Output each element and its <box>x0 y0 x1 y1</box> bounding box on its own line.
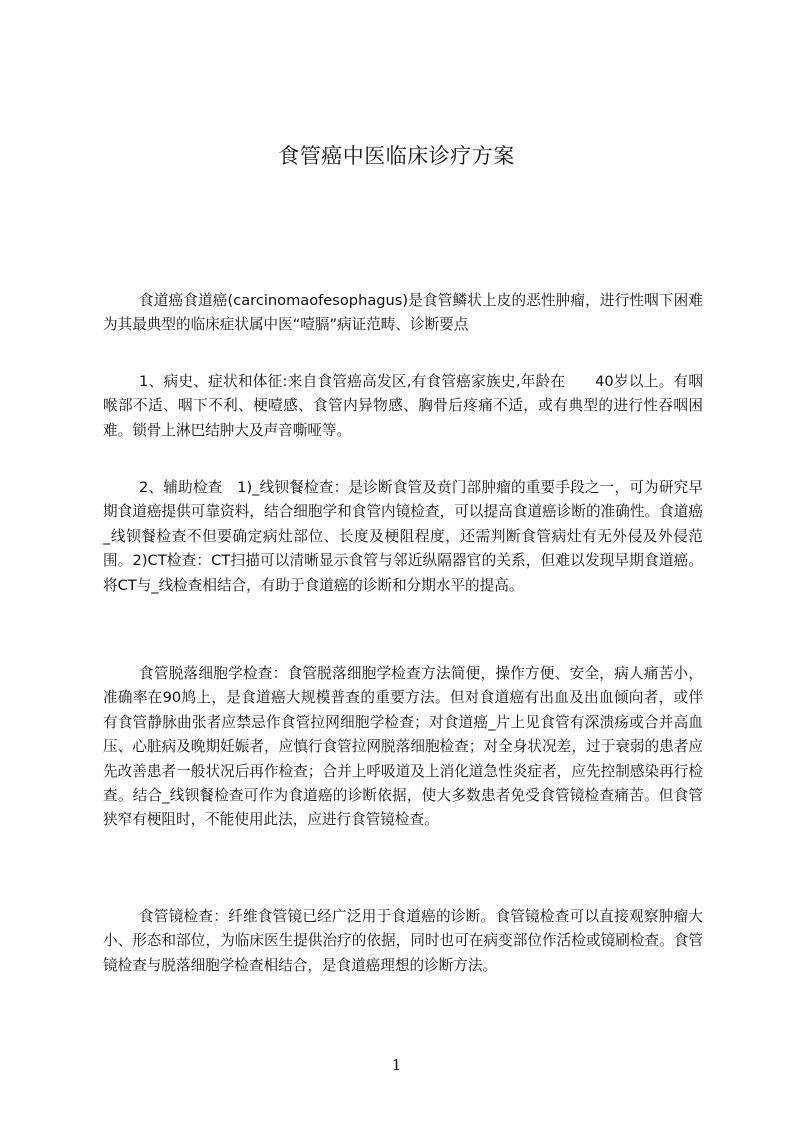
paragraph-auxiliary-exams: 2、辅助检查 1)_线钡餐检查：是诊断食管及贲门部肿瘤的重要手段之一，可为研究早期食道癌提供可靠资料，结合细胞学和食管内镜检查，可以提高食道癌诊断的准确性。食道癌_线钡餐检查不但要确定病灶部位、长度及梗阻程度，还需判断食管病灶有无外侵及外侵范围。2)CT检查：CT扫描可以清晰显示食管与邻近纵隔器官的关系，但难以发现早期食道癌。将CT与_线检查相结合，有助于食道癌的诊断和分期水平的提高。 <box>103 479 703 594</box>
page-number: 1 <box>391 1056 402 1074</box>
document-title: 食管癌中医临床诊疗方案 <box>278 144 515 168</box>
paragraph-cytology-exam: 食管脱落细胞学检查：食管脱落细胞学检查方法简便，操作方便、安全，病人痛苦小，准确率在90鸠上，是食道癌大规模普查的重要方法。但对食道癌有出血及出血倾向者，或伴有食管静脉曲张者应禁忌作食管拉网细胞学检查；对食道癌_片上见食管有深溃疡或合并高血压、心脏病及晚期妊娠者，应慎行食管拉网脱落细胞检查；对全身状况差，过于衰弱的患者应先改善患者一般状况后再作检查；合并上呼吸道及上消化道急性炎症者，应先控制感染再行检查。结合_线钡餐检查可作为食道癌的诊断依据，使大多数患者免受食管镜检查痛苦。但食管狭窄有梗阻时，不能使用此法，应进行食管镜检查。 <box>103 665 703 829</box>
paragraph-introduction: 食道癌食道癌(carcinomaofesophagus)是食管鳞状上皮的恶性肿瘤，进行性咽下困难为其最典型的临床症状属中医“噎膈”病证范畴、诊断要点 <box>103 292 703 334</box>
paragraph-endoscopy-exam: 食管镜检查：纤维食管镜已经广泛用于食道癌的诊断。食管镜检查可以直接观察肿瘤大小、形态和部位，为临床医生提供治疗的依据，同时也可在病变部位作活检或镜刷检查。食管镜检查与脱落细胞学检查相结合，是食道癌理想的诊断方法。 <box>103 908 703 974</box>
paragraph-history-symptoms: 1、病史、症状和体征:来自食管癌高发区,有食管癌家族史,年龄在 40岁以上。有咽喉部不适、咽下不利、梗噎感、食管内异物感、胸骨后疼痛不适，或有典型的进行性吞咽困难。锁骨上淋巴结肿大及声音嘶哑等。 <box>103 373 703 439</box>
